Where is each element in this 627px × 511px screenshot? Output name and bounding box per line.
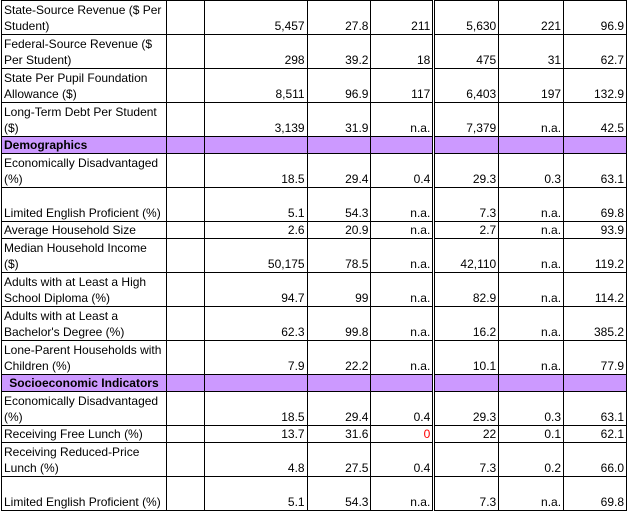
value-cell[interactable]: 29.3: [434, 154, 499, 188]
table-row: [2, 103, 627, 137]
value-cell[interactable]: n.a.: [499, 239, 564, 273]
value-cell[interactable]: 2.6: [204, 222, 307, 239]
value-cell[interactable]: 5,630: [434, 1, 499, 35]
table-row: [2, 426, 627, 443]
value-cell[interactable]: 22.2: [307, 341, 371, 375]
empty-cell[interactable]: [166, 426, 204, 443]
value-cell[interactable]: 50,175: [204, 239, 307, 273]
value-cell[interactable]: 31.6: [307, 426, 371, 443]
value-cell[interactable]: n.a.: [499, 273, 564, 307]
empty-cell[interactable]: [166, 477, 204, 511]
section-header-label[interactable]: Demographics: [2, 137, 167, 154]
value-cell[interactable]: 62.3: [204, 307, 307, 341]
row-label[interactable]: Receiving Reduced-Price Lunch (%): [2, 443, 167, 477]
value-cell[interactable]: 114.2: [564, 273, 627, 307]
value-cell[interactable]: n.a.: [371, 188, 434, 222]
value-cell[interactable]: 22: [434, 426, 499, 443]
empty-cell[interactable]: [166, 273, 204, 307]
value-cell[interactable]: 42.5: [564, 103, 627, 137]
empty-cell[interactable]: [166, 443, 204, 477]
value-cell[interactable]: 475: [434, 35, 499, 69]
empty-cell[interactable]: [166, 392, 204, 426]
value-cell[interactable]: 16.2: [434, 307, 499, 341]
section-header-row: [2, 137, 627, 154]
value-cell[interactable]: 0.1: [499, 426, 564, 443]
section-header-cell[interactable]: [371, 137, 434, 154]
value-cell[interactable]: 5.1: [204, 477, 307, 511]
table-row: [2, 307, 627, 341]
row-label[interactable]: Adults with at Least a Bachelor's Degree (%): [2, 307, 167, 341]
row-label[interactable]: Median Household Income ($): [2, 239, 167, 273]
table-row: [2, 222, 627, 239]
value-cell[interactable]: n.a.: [371, 307, 434, 341]
value-cell[interactable]: 7.3: [434, 443, 499, 477]
value-cell[interactable]: 42,110: [434, 239, 499, 273]
value-cell[interactable]: 7.3: [434, 188, 499, 222]
row-label[interactable]: Lone-Parent Households with Children (%): [2, 341, 167, 375]
empty-cell[interactable]: [166, 103, 204, 137]
value-cell[interactable]: n.a.: [371, 239, 434, 273]
value-cell[interactable]: 96.9: [564, 1, 627, 35]
value-cell[interactable]: 0.4: [371, 154, 434, 188]
row-label[interactable]: Limited English Proficient (%): [2, 188, 167, 222]
value-cell[interactable]: 54.3: [307, 188, 371, 222]
section-header-cell[interactable]: [166, 137, 204, 154]
row-label[interactable]: Economically Disadvantaged (%): [2, 392, 167, 426]
row-label[interactable]: State-Source Revenue ($ Per Student): [2, 1, 167, 35]
table-row: [2, 392, 627, 426]
section-header-cell[interactable]: [434, 375, 499, 392]
empty-cell[interactable]: [166, 341, 204, 375]
value-cell[interactable]: 2.7: [434, 222, 499, 239]
value-cell[interactable]: 6,403: [434, 69, 499, 103]
section-header-cell[interactable]: [564, 137, 627, 154]
value-cell[interactable]: n.a.: [499, 307, 564, 341]
value-cell[interactable]: 62.7: [564, 35, 627, 69]
value-cell[interactable]: n.a.: [371, 222, 434, 239]
section-header-cell[interactable]: [204, 137, 307, 154]
value-cell[interactable]: 99.8: [307, 307, 371, 341]
value-cell[interactable]: 119.2: [564, 239, 627, 273]
table-row: [2, 239, 627, 273]
section-header-row: [2, 375, 627, 392]
value-cell[interactable]: 7.9: [204, 341, 307, 375]
value-cell[interactable]: 18: [371, 35, 434, 69]
table-row: [2, 69, 627, 103]
section-header-cell[interactable]: [371, 375, 434, 392]
value-cell[interactable]: 117: [371, 69, 434, 103]
value-cell[interactable]: 18.5: [204, 154, 307, 188]
empty-cell[interactable]: [166, 154, 204, 188]
value-cell[interactable]: 221: [499, 1, 564, 35]
value-cell[interactable]: 63.1: [564, 154, 627, 188]
data-table: [1, 0, 627, 511]
value-cell[interactable]: 0.4: [371, 443, 434, 477]
value-cell[interactable]: 29.4: [307, 392, 371, 426]
value-cell[interactable]: 5.1: [204, 188, 307, 222]
value-cell[interactable]: 7.3: [434, 477, 499, 511]
value-cell[interactable]: 29.3: [434, 392, 499, 426]
row-label[interactable]: Average Household Size: [2, 222, 167, 239]
section-header-cell[interactable]: [564, 375, 627, 392]
value-cell[interactable]: 78.5: [307, 239, 371, 273]
section-header-cell[interactable]: [499, 137, 564, 154]
section-header-label[interactable]: Socioeconomic Indicators: [2, 375, 167, 392]
value-cell[interactable]: 3,139: [204, 103, 307, 137]
value-cell[interactable]: 0.3: [499, 392, 564, 426]
value-cell[interactable]: 5,457: [204, 1, 307, 35]
value-cell[interactable]: 132.9: [564, 69, 627, 103]
value-cell[interactable]: 39.2: [307, 35, 371, 69]
value-cell[interactable]: n.a.: [371, 341, 434, 375]
row-label[interactable]: Long-Term Debt Per Student ($): [2, 103, 167, 137]
table-row: [2, 273, 627, 307]
empty-cell[interactable]: [166, 188, 204, 222]
value-cell[interactable]: 0.4: [371, 392, 434, 426]
empty-cell[interactable]: [166, 239, 204, 273]
value-cell[interactable]: n.a.: [499, 477, 564, 511]
row-label[interactable]: Limited English Proficient (%): [2, 477, 167, 511]
section-header-cell[interactable]: [434, 137, 499, 154]
value-cell[interactable]: 7,379: [434, 103, 499, 137]
value-cell[interactable]: n.a.: [499, 341, 564, 375]
value-cell[interactable]: 69.8: [564, 477, 627, 511]
table-row: [2, 341, 627, 375]
value-cell[interactable]: 13.7: [204, 426, 307, 443]
value-cell[interactable]: n.a.: [371, 103, 434, 137]
section-header-cell[interactable]: [499, 375, 564, 392]
value-cell[interactable]: 54.3: [307, 477, 371, 511]
value-cell[interactable]: 0: [371, 426, 434, 443]
value-cell[interactable]: n.a.: [371, 477, 434, 511]
value-cell[interactable]: n.a.: [371, 273, 434, 307]
value-cell[interactable]: 0.2: [499, 443, 564, 477]
value-cell[interactable]: 211: [371, 1, 434, 35]
value-cell[interactable]: 298: [204, 35, 307, 69]
value-cell[interactable]: 62.1: [564, 426, 627, 443]
table-row: [2, 35, 627, 69]
empty-cell[interactable]: [166, 69, 204, 103]
table-row: [2, 477, 627, 511]
value-cell[interactable]: 10.1: [434, 341, 499, 375]
value-cell[interactable]: 31.9: [307, 103, 371, 137]
row-label[interactable]: Federal-Source Revenue ($ Per Student): [2, 35, 167, 69]
empty-cell[interactable]: [166, 307, 204, 341]
row-label[interactable]: Receiving Free Lunch (%): [2, 426, 167, 443]
value-cell[interactable]: n.a.: [499, 188, 564, 222]
row-label[interactable]: Economically Disadvantaged (%): [2, 154, 167, 188]
section-header-cell[interactable]: [166, 375, 204, 392]
value-cell[interactable]: 96.9: [307, 69, 371, 103]
value-cell[interactable]: n.a.: [499, 222, 564, 239]
value-cell[interactable]: 18.5: [204, 392, 307, 426]
value-cell[interactable]: 27.5: [307, 443, 371, 477]
value-cell[interactable]: 99: [307, 273, 371, 307]
table-row: [2, 1, 627, 35]
value-cell[interactable]: 385.2: [564, 307, 627, 341]
section-header-cell[interactable]: [204, 375, 307, 392]
value-cell[interactable]: 27.8: [307, 1, 371, 35]
value-cell[interactable]: 94.7: [204, 273, 307, 307]
value-cell[interactable]: 82.9: [434, 273, 499, 307]
value-cell[interactable]: 8,511: [204, 69, 307, 103]
value-cell[interactable]: 29.4: [307, 154, 371, 188]
row-label[interactable]: Adults with at Least a High School Diploma (%): [2, 273, 167, 307]
row-label[interactable]: State Per Pupil Foundation Allowance ($): [2, 69, 167, 103]
table-row: [2, 188, 627, 222]
value-cell[interactable]: 93.9: [564, 222, 627, 239]
section-header-cell[interactable]: [307, 137, 371, 154]
value-cell[interactable]: 197: [499, 69, 564, 103]
empty-cell[interactable]: [166, 35, 204, 69]
value-cell[interactable]: 31: [499, 35, 564, 69]
value-cell[interactable]: 63.1: [564, 392, 627, 426]
value-cell[interactable]: 4.8: [204, 443, 307, 477]
value-cell[interactable]: 20.9: [307, 222, 371, 239]
table-row: [2, 443, 627, 477]
empty-cell[interactable]: [166, 1, 204, 35]
value-cell[interactable]: 0.3: [499, 154, 564, 188]
value-cell[interactable]: 77.9: [564, 341, 627, 375]
empty-cell[interactable]: [166, 222, 204, 239]
value-cell[interactable]: 66.0: [564, 443, 627, 477]
table-row: [2, 154, 627, 188]
section-header-cell[interactable]: [307, 375, 371, 392]
value-cell[interactable]: n.a.: [499, 103, 564, 137]
value-cell[interactable]: 69.8: [564, 188, 627, 222]
